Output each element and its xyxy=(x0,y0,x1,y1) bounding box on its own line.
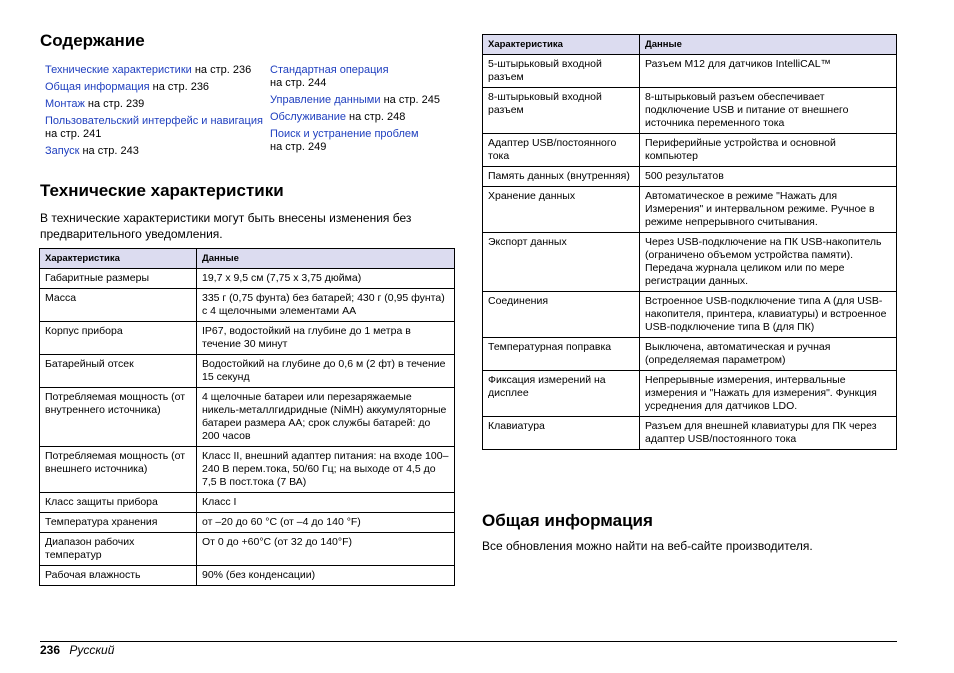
spec-name: Потребляемая мощность (от внешнего источника) xyxy=(40,447,197,493)
toc-page-ref: на стр. 236 xyxy=(191,64,252,76)
spec-value: 335 г (0,75 фунта) без батарей; 430 г (0,95 фунта) с 4 щелочными элементами AA xyxy=(197,289,455,322)
toc-page-ref: на стр. 249 xyxy=(270,141,327,153)
spec-value: От 0 до +60°C (от 32 до 140°F) xyxy=(197,533,455,566)
table-row xyxy=(40,493,455,513)
toc-item xyxy=(270,128,460,154)
column-header: Данные xyxy=(197,249,455,269)
spec-name: Экспорт данных xyxy=(483,233,640,292)
table-row xyxy=(483,55,897,88)
spec-name: 8-штырьковый входной разъем xyxy=(483,88,640,134)
toc-link-ui[interactable]: Пользовательский интерфейс и навигация xyxy=(45,115,263,127)
spec-value: 90% (без конденсации) xyxy=(197,566,455,586)
spec-name: Температура хранения xyxy=(40,513,197,533)
spec-value: Периферийные устройства и основной компьютер xyxy=(640,134,897,167)
table-row xyxy=(40,447,455,493)
table-row xyxy=(483,338,897,371)
page-number: 236 xyxy=(40,643,61,657)
toc-left-column xyxy=(45,64,265,162)
spec-name: Батарейный отсек xyxy=(40,355,197,388)
spec-name: Диапазон рабочих температур xyxy=(40,533,197,566)
spec-value: 500 результатов xyxy=(640,167,897,187)
column-header: Характеристика xyxy=(483,35,640,55)
spec-value: 4 щелочные батареи или перезаряжаемые никель-металлгидридные (NiMH) аккумуляторные батареи размера AA; срок службы батарей: до 200 часов xyxy=(197,388,455,447)
spec-name: Память данных (внутренняя) xyxy=(483,167,640,187)
table-row xyxy=(40,355,455,388)
table-row xyxy=(483,187,897,233)
toc-link-install[interactable]: Монтаж xyxy=(45,98,85,110)
toc-link-startup[interactable]: Запуск xyxy=(45,145,80,157)
table-row xyxy=(483,167,897,187)
contents-heading: Содержание xyxy=(40,31,145,50)
toc-item xyxy=(45,64,265,77)
column-header: Характеристика xyxy=(40,249,197,269)
table-row xyxy=(483,134,897,167)
toc-link-operation[interactable]: Стандартная операция xyxy=(270,64,389,76)
table-row xyxy=(483,371,897,417)
spec-name: Масса xyxy=(40,289,197,322)
toc-item xyxy=(45,81,265,94)
table-row xyxy=(40,388,455,447)
spec-name: Клавиатура xyxy=(483,417,640,450)
toc-page-ref: на стр. 244 xyxy=(270,77,327,89)
spec-value: Встроенное USB-подключение типа A (для USB-накопителя, принтера, клавиатуры) и встроенное USB-подключение типа B (для ПК) xyxy=(640,292,897,338)
toc-item xyxy=(45,98,265,111)
toc-page-ref: на стр. 245 xyxy=(380,94,440,106)
spec-value: Автоматическое в режиме "Нажать для Измерения" и интервальном режиме. Ручное в режиме непрерывного считывания. xyxy=(640,187,897,233)
spec-value: Разъем M12 для датчиков IntelliCAL™ xyxy=(640,55,897,88)
page-footer xyxy=(40,643,114,657)
spec-name: Корпус прибора xyxy=(40,322,197,355)
toc-item xyxy=(45,115,265,141)
spec-value: Выключена, автоматическая и ручная (определяемая параметром) xyxy=(640,338,897,371)
toc-link-troubleshooting[interactable]: Поиск и устранение проблем xyxy=(270,128,419,140)
table-row xyxy=(40,566,455,586)
table-row xyxy=(483,88,897,134)
table-row xyxy=(483,417,897,450)
toc-item xyxy=(270,111,460,124)
spec-value: Класс II, внешний адаптер питания: на входе 100–240 В перем.тока, 50/60 Гц; на выходе от 4,5 до 7,5 В пост.тока (7 ВА) xyxy=(197,447,455,493)
spec-name: Габаритные размеры xyxy=(40,269,197,289)
spec-name: Фиксация измерений на дисплее xyxy=(483,371,640,417)
spec-value: 19,7 x 9,5 см (7,75 x 3,75 дюйма) xyxy=(197,269,455,289)
spec-name: Класс защиты прибора xyxy=(40,493,197,513)
table-row xyxy=(483,233,897,292)
footer-divider xyxy=(40,641,897,642)
spec-value: IP67, водостойкий на глубине до 1 метра в течение 30 минут xyxy=(197,322,455,355)
toc-link-specs[interactable]: Технические характеристики xyxy=(45,64,192,76)
toc-page-ref: на стр. 239 xyxy=(84,98,145,110)
toc-page-ref: на стр. 236 xyxy=(149,81,210,93)
spec-name: Адаптер USB/постоянного тока xyxy=(483,134,640,167)
spec-value: Класс I xyxy=(197,493,455,513)
specs-continued-table xyxy=(482,34,897,450)
toc-link-data[interactable]: Управление данными xyxy=(270,94,381,106)
spec-value: Непрерывные измерения, интервальные измерения и "Нажать для измерения". Функция усреднения для датчиков LDO. xyxy=(640,371,897,417)
toc-item xyxy=(45,145,265,158)
spec-value: Разъем для внешней клавиатуры для ПК через адаптер USB/постоянного тока xyxy=(640,417,897,450)
general-heading: Общая информация xyxy=(482,511,653,530)
table-row xyxy=(483,292,897,338)
toc-link-general[interactable]: Общая информация xyxy=(45,81,150,93)
table-header-row xyxy=(483,35,897,55)
spec-name: Температурная поправка xyxy=(483,338,640,371)
spec-name: 5-штырьковый входной разъем xyxy=(483,55,640,88)
toc-item xyxy=(270,94,460,107)
table-row xyxy=(40,533,455,566)
toc-item xyxy=(270,64,460,90)
column-header: Данные xyxy=(640,35,897,55)
table-header-row xyxy=(40,249,455,269)
toc-page-ref: на стр. 248 xyxy=(345,111,406,123)
spec-value: 8-штырьковый разъем обеспечивает подключение USB и питание от внешнего источника переменного тока xyxy=(640,88,897,134)
spec-name: Потребляемая мощность (от внутреннего источника) xyxy=(40,388,197,447)
spec-name: Соединения xyxy=(483,292,640,338)
spec-name: Рабочая влажность xyxy=(40,566,197,586)
toc-link-maintenance[interactable]: Обслуживание xyxy=(270,111,346,123)
spec-value: от –20 до 60 °C (от –4 до 140 °F) xyxy=(197,513,455,533)
toc-page-ref: на стр. 243 xyxy=(79,145,139,157)
specs-table xyxy=(39,248,455,586)
specs-heading: Технические характеристики xyxy=(40,181,284,200)
spec-value: Водостойкий на глубине до 0,6 м (2 фт) в течение 15 секунд xyxy=(197,355,455,388)
table-row xyxy=(40,322,455,355)
spec-name: Хранение данных xyxy=(483,187,640,233)
table-row xyxy=(40,289,455,322)
table-row xyxy=(40,513,455,533)
table-row xyxy=(40,269,455,289)
toc-page-ref: на стр. 241 xyxy=(45,128,102,140)
toc-right-column xyxy=(270,64,460,158)
general-text: Все обновления можно найти на веб-сайте производителя. xyxy=(482,539,813,553)
footer-language: Русский xyxy=(69,643,115,657)
spec-value: Через USB-подключение на ПК USB-накопитель (ограничено объемом устройства памяти). Передача журнала целиком или по мере регистрации данных. xyxy=(640,233,897,292)
specs-intro: В технические характеристики могут быть внесены изменения без предварительного уведомления. xyxy=(40,211,412,241)
